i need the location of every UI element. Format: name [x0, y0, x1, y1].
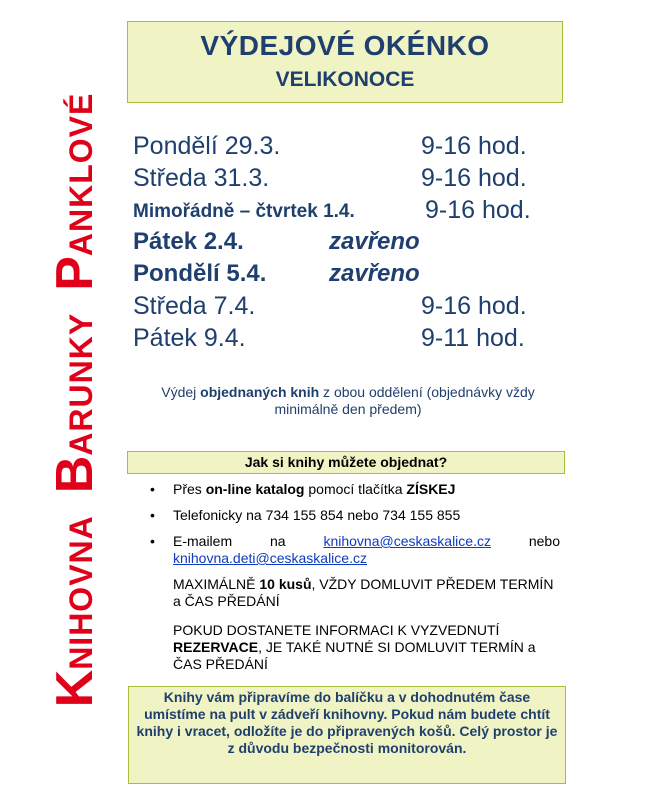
order-methods-heading: Jak si knihy můžete objednat? — [127, 451, 565, 474]
page-subtitle: VELIKONOCE — [275, 68, 415, 91]
opening-schedule — [133, 132, 573, 356]
schedule-hours: 9-16 hod. — [425, 196, 531, 224]
schedule-day: Pondělí 29.3. — [133, 132, 281, 160]
schedule-row — [133, 228, 573, 260]
schedule-hours: 9-16 hod. — [421, 164, 527, 192]
info-footer: Knihy vám připravíme do balíčku a v dohodnutém čase umístíme na pult v zádveří knihovny. Pokud nám budete chtít knihy i vracet, odložíte je do připravených košů. Celý prostor je z důvodu bezpečnosti monitorován. — [128, 686, 566, 784]
header-box — [127, 21, 563, 103]
page-title: VÝDEJOVÉ OKÉNKO — [200, 30, 490, 61]
reservation-paragraph: POKUD DOSTANETE INFORMACI K VYZVEDNUTÍ REZERVACE, JE TAKÉ NUTNÉ SI DOMLUVIT TERMÍN a ČAS PŘEDÁNÍ — [173, 622, 536, 672]
schedule-day: Středa 7.4. — [133, 292, 256, 320]
list-item — [150, 533, 560, 567]
ziskej-button-text: ZÍSKEJ — [406, 481, 456, 497]
schedule-hours: zavřeno — [329, 228, 420, 255]
schedule-day: Pátek 2.4. — [133, 228, 244, 255]
schedule-row — [133, 164, 573, 196]
schedule-day: Pondělí 5.4. — [133, 260, 267, 287]
order-methods-list — [150, 481, 560, 673]
library-name: KNIHOVNABARUNKYPANKLOVÉ — [46, 92, 104, 707]
schedule-hours: zavřeno — [329, 260, 420, 287]
bullet-icon: • — [150, 533, 155, 549]
schedule-day: Pátek 9.4. — [133, 324, 246, 352]
pickup-note: Výdej objednaných knih z obou oddělení (objednávky vždy minimálně den předem) — [161, 384, 535, 417]
schedule-day: Středa 31.3. — [133, 164, 270, 192]
list-item — [150, 507, 560, 524]
list-item: • Přes on-line katalog pomocí tlačítka ZÍSKEJ — [150, 481, 456, 497]
bullet-icon: • — [150, 481, 155, 497]
schedule-hours: 9-11 hod. — [421, 324, 525, 352]
email-link-adult[interactable]: knihovna@ceskaskalice.cz — [323, 533, 491, 549]
email-link-children[interactable]: knihovna.deti@ceskaskalice.cz — [173, 550, 367, 566]
schedule-row — [133, 132, 573, 164]
phone-text: Telefonicky na 734 155 854 nebo 734 155 855 — [173, 507, 461, 523]
schedule-row — [133, 196, 573, 228]
schedule-row — [133, 260, 573, 292]
schedule-row — [133, 292, 573, 324]
schedule-hours: 9-16 hod. — [421, 132, 527, 160]
online-catalog-text: on-line katalog — [205, 481, 305, 497]
email-line: E-mailem na knihovna@ceskaskalice.cz nebo — [173, 533, 560, 549]
bullet-icon: • — [150, 507, 155, 523]
max-items-paragraph: MAXIMÁLNĚ 10 kusů, VŽDY DOMLUVIT PŘEDEM TERMÍN a ČAS PŘEDÁNÍ — [173, 576, 554, 609]
vertical-library-title — [40, 12, 110, 787]
schedule-hours: 9-16 hod. — [421, 292, 527, 320]
schedule-row — [133, 324, 573, 356]
schedule-day: Mimořádně – čtvrtek 1.4. — [133, 201, 355, 222]
